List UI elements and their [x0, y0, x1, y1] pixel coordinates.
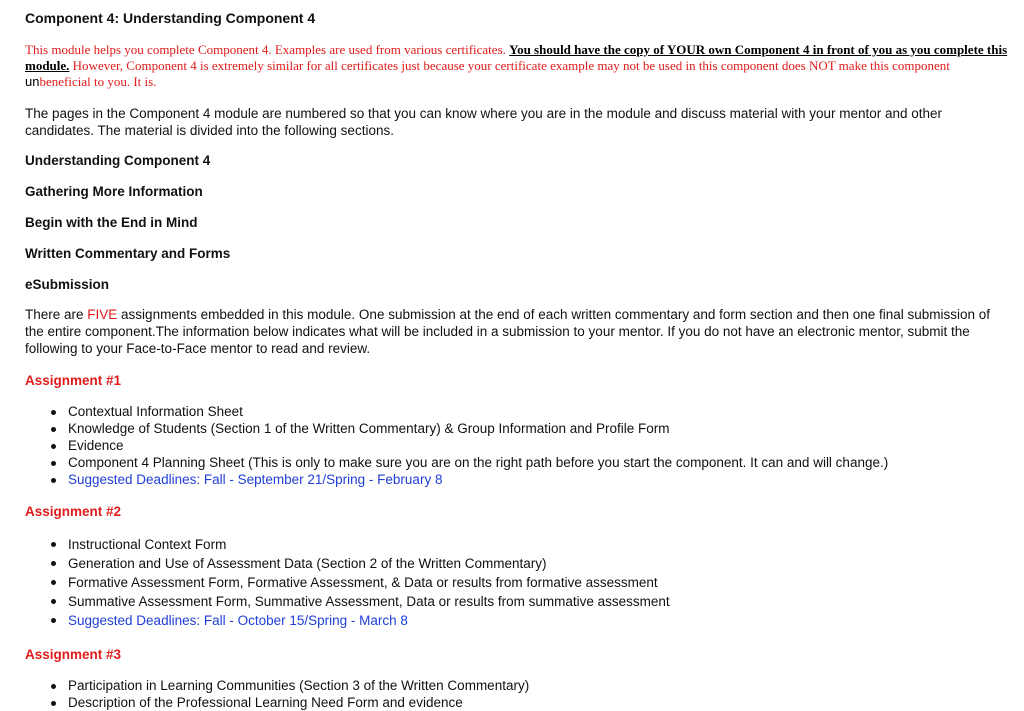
deadline-text: Suggested Deadlines: Fall - October 15/Spring - March 8: [68, 613, 408, 628]
assignments-paragraph: [25, 306, 1000, 357]
assignment-3-heading: Assignment #3: [25, 647, 122, 662]
list-item: [47, 573, 670, 592]
bullet-icon: [51, 478, 56, 483]
bullet-icon: [51, 444, 56, 449]
list-item-text: Component 4 Planning Sheet (This is only to make sure you are on the right path before you start the component. It can and will change.): [68, 455, 889, 470]
bullet-icon: [51, 542, 56, 547]
list-item-text: Participation in Learning Communities (Section 3 of the Written Commentary): [68, 678, 530, 693]
section-begin: Begin with the End in Mind: [25, 215, 198, 230]
bullet-icon: [51, 580, 56, 585]
bullet-icon: [51, 410, 56, 415]
list-item: [47, 677, 529, 694]
list-item: [47, 403, 888, 420]
page-title: Component 4: Understanding Component 4: [25, 10, 316, 26]
bullet-icon: [51, 599, 56, 604]
list-item: [47, 694, 529, 711]
bullet-icon: [51, 618, 56, 623]
assignment-1-heading: Assignment #1: [25, 373, 122, 388]
intro-text-3: beneficial to you. It is.: [39, 74, 157, 89]
list-item: [47, 535, 670, 554]
section-gathering: Gathering More Information: [25, 184, 203, 199]
list-item: [47, 592, 670, 611]
list-item: [47, 437, 888, 454]
list-item: [47, 420, 888, 437]
pages-paragraph: The pages in the Component 4 module are numbered so that you can know where you are in the module and discuss material with your mentor and other candidates. The material is divided into the following sections.: [25, 106, 943, 138]
list-item-text: Evidence: [68, 438, 124, 453]
intro-text-2: However, Component 4 is extremely similar for all certificates just because your certificate example may not be used in this component does NOT make this component: [69, 58, 950, 73]
list-item: [47, 454, 888, 471]
intro-bold-instruction: You should have the copy of YOUR own Component 4 in front of you as you complete this module.: [25, 42, 1008, 73]
list-item-text: Generation and Use of Assessment Data (Section 2 of the Written Commentary): [68, 556, 547, 571]
bullet-icon: [51, 701, 56, 706]
assignments-text-before: There are: [25, 307, 88, 322]
assignment-2-heading: Assignment #2: [25, 504, 122, 519]
bullet-icon: [51, 684, 56, 689]
list-item-text: Description of the Professional Learning Need Form and evidence: [68, 695, 463, 710]
bullet-icon: [51, 461, 56, 466]
intro-text-1: This module helps you complete Component 4. Examples are used from various certificates.: [25, 42, 510, 57]
list-item-text: Summative Assessment Form, Summative Assessment, Data or results from summative assessment: [68, 594, 670, 609]
section-written-commentary: Written Commentary and Forms: [25, 246, 231, 261]
assignment-3-list: [47, 677, 529, 711]
list-item-text: Contextual Information Sheet: [68, 404, 243, 419]
assignment-2-list: [47, 535, 670, 630]
bullet-icon: [51, 561, 56, 566]
list-item: [47, 554, 670, 573]
assignment-1-list: [47, 403, 888, 488]
assignments-text-after: assignments embedded in this module. One submission at the end of each written commentary and form section and then one final submission of the entire component.The information below indicates what will be included in a submission to your mentor. If you do not have an electronic mentor, submit the following to your Face-to-Face mentor to read and review.: [25, 307, 991, 356]
section-understanding: Understanding Component 4: [25, 153, 211, 168]
deadline-item: [47, 611, 670, 630]
list-item-text: Formative Assessment Form, Formative Assessment, & Data or results from formative assessment: [68, 575, 658, 590]
deadline-text: Suggested Deadlines: Fall - September 21/Spring - February 8: [68, 472, 443, 487]
intro-paragraph: [25, 42, 1010, 90]
section-esubmission: eSubmission: [25, 277, 110, 292]
list-item-text: Knowledge of Students (Section 1 of the Written Commentary) & Group Information and Profile Form: [68, 421, 670, 436]
list-item-text: Instructional Context Form: [68, 537, 227, 552]
deadline-item: [47, 471, 888, 488]
five-highlight: FIVE: [87, 307, 118, 322]
intro-un: un: [25, 74, 40, 89]
bullet-icon: [51, 427, 56, 432]
